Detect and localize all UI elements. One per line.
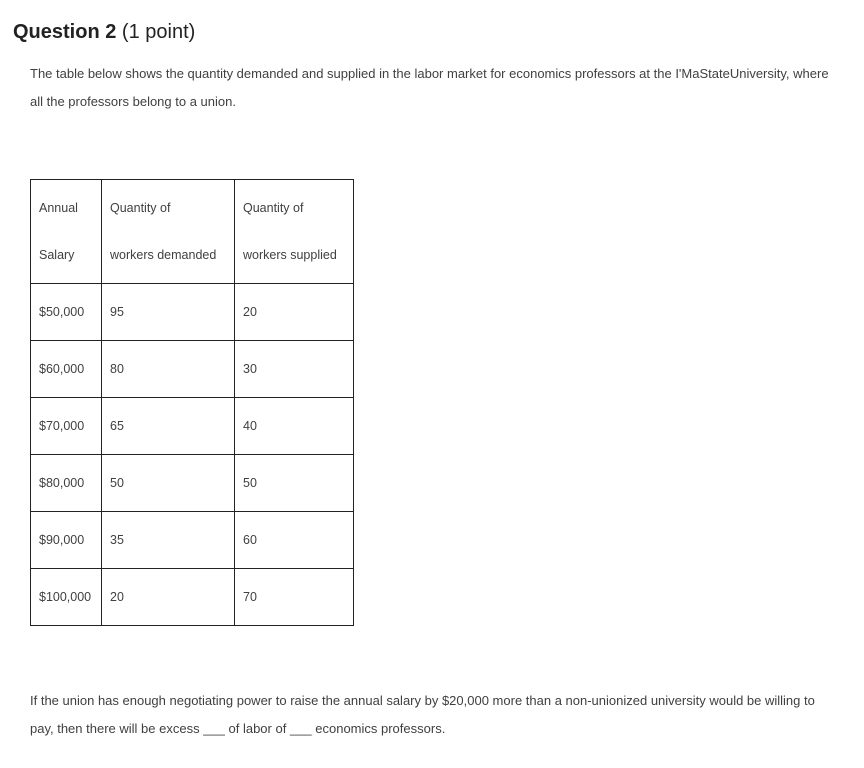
question-header [13, 19, 195, 45]
salary-cell: $100,000 [31, 569, 102, 626]
salary-cell: $60,000 [31, 341, 102, 398]
header-quantity-supplied: Quantity of workers supplied [235, 180, 354, 284]
question-prompt: The table below shows the quantity demanded and supplied in the labor market for economics professors at the I'MaStateUniversity, where all the professors belong to a union. [30, 66, 829, 109]
demanded-cell: 50 [102, 455, 235, 512]
answer-blank-1[interactable]: ___ [203, 721, 225, 736]
demanded-cell: 65 [102, 398, 235, 455]
table-row [31, 512, 354, 569]
labor-market-table [30, 179, 354, 626]
header-annual-salary: Annual Salary [31, 180, 102, 284]
demanded-cell: 80 [102, 341, 235, 398]
supplied-cell: 20 [235, 284, 354, 341]
table-row [31, 569, 354, 626]
table-row [31, 284, 354, 341]
supplied-cell: 60 [235, 512, 354, 569]
supplied-cell: 50 [235, 455, 354, 512]
salary-cell: $70,000 [31, 398, 102, 455]
salary-cell: $50,000 [31, 284, 102, 341]
demanded-cell: 95 [102, 284, 235, 341]
supplied-cell: 40 [235, 398, 354, 455]
followup-text-part3: economics professors. [311, 721, 446, 736]
followup-question [30, 687, 830, 743]
table-row [31, 341, 354, 398]
supplied-cell: 30 [235, 341, 354, 398]
answer-blank-2[interactable]: ___ [289, 721, 312, 736]
question-points: (1 point) [121, 21, 196, 43]
supplied-cell: 70 [235, 569, 354, 626]
demanded-cell: 35 [102, 512, 235, 569]
table-row [31, 455, 354, 512]
table-header-row [31, 180, 354, 284]
demanded-cell: 20 [102, 569, 235, 626]
salary-cell: $80,000 [31, 455, 102, 512]
followup-text-part1: If the union has enough negotiating power to raise the annual salary by $20,000 more than a non-unionized university would be willing to pay, then there will be excess [30, 693, 815, 736]
table-row [31, 398, 354, 455]
salary-cell: $90,000 [31, 512, 102, 569]
header-quantity-demanded: Quantity of workers demanded [102, 180, 235, 284]
question-title: Question 2 [13, 21, 117, 43]
followup-text-part2: of labor of [224, 721, 290, 736]
